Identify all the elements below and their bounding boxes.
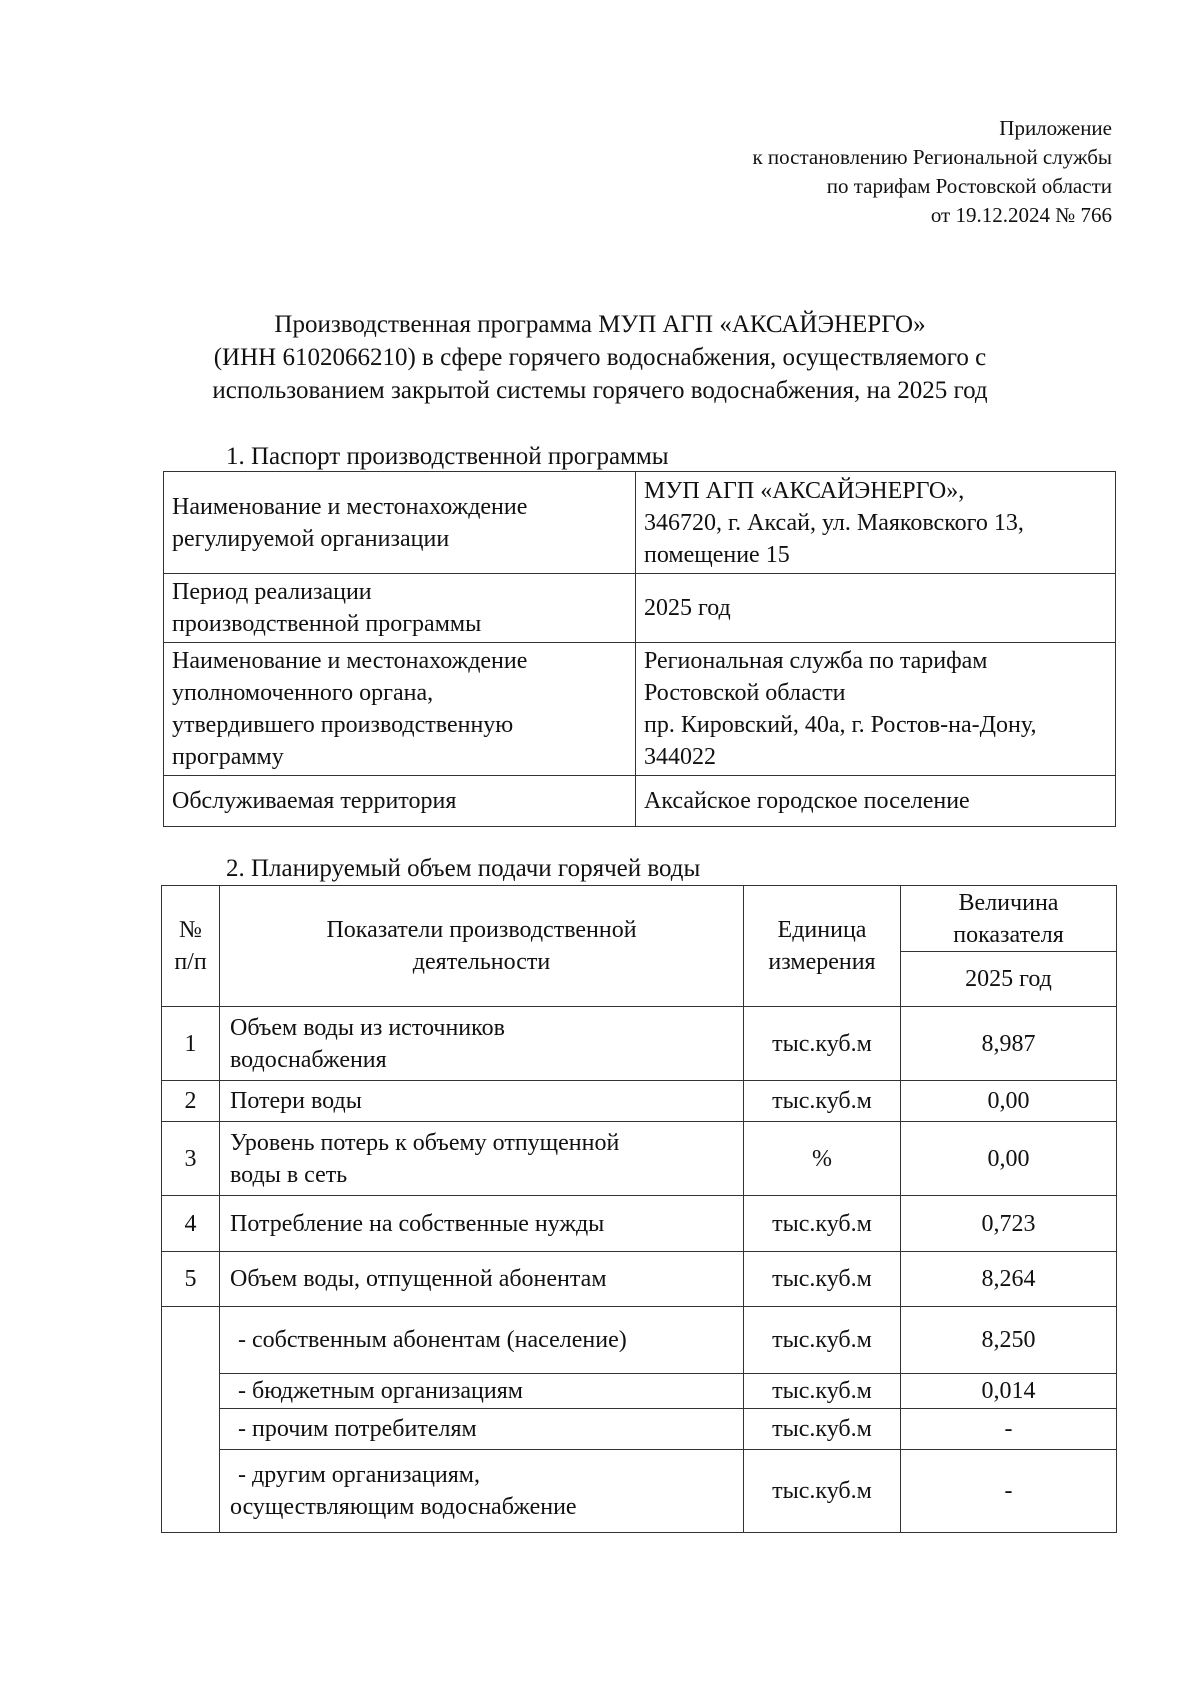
unit-cell: тыс.куб.м — [744, 1409, 901, 1450]
text-line: деятельности — [412, 949, 551, 975]
text-line: уполномоченного органа, — [172, 680, 434, 706]
row-number: 4 — [162, 1196, 220, 1252]
header-year: 2025 год — [901, 952, 1117, 1007]
unit-cell: тыс.куб.м — [744, 1081, 901, 1122]
header-value — [901, 886, 1117, 952]
section-1-heading: 1. Паспорт производственной программы — [226, 443, 669, 470]
text-line: Уровень потерь к объему отпущенной — [230, 1129, 620, 1156]
text-line: - другим организациям, — [238, 1462, 480, 1488]
text-line: Ростовской области — [644, 680, 846, 706]
text-line: помещение 15 — [644, 541, 790, 568]
header-indicator — [220, 886, 744, 1007]
text-line: 2025 год — [644, 595, 731, 621]
text-line: Объем воды, отпущенной абонентам — [230, 1266, 607, 1292]
row-number: 1 — [162, 1007, 220, 1081]
table-row — [164, 776, 1116, 827]
value-cell: 8,250 — [901, 1307, 1117, 1374]
indicator-name — [220, 1252, 744, 1307]
appendix-line: Приложение — [999, 116, 1112, 140]
text-line: МУП АГП «АКСАЙЭНЕРГО», — [644, 477, 965, 504]
text-line: 346720, г. Аксай, ул. Маяковского 13, — [644, 509, 1024, 536]
passport-label — [164, 776, 636, 827]
text-line: программу — [172, 744, 284, 770]
text-line: Объем воды из источников — [230, 1014, 505, 1041]
title-line: использованием закрытой системы горячего водоснабжения, на 2025 год — [212, 377, 988, 404]
text-line: Аксайское городское поселение — [644, 788, 970, 814]
text-line: воды в сеть — [230, 1161, 348, 1188]
row-number: 5 — [162, 1252, 220, 1307]
water-volume-table — [161, 885, 1117, 1533]
text-line: Потребление на собственные нужды — [230, 1210, 605, 1237]
table-row — [162, 1252, 1117, 1307]
table-row — [162, 1122, 1117, 1196]
appendix-date-number: от 19.12.2024 № 766 — [930, 203, 1112, 227]
passport-value — [636, 574, 1116, 643]
value-cell: - — [901, 1450, 1117, 1533]
indicator-name — [220, 1409, 744, 1450]
table-row — [162, 1007, 1117, 1081]
text-line: Единица — [777, 917, 867, 943]
text-line: пр. Кировский, 40а, г. Ростов-на-Дону, — [644, 712, 1037, 738]
indicator-name — [220, 1081, 744, 1122]
text-line: - бюджетным организациям — [238, 1378, 523, 1404]
appendix-line: к постановлению Региональной службы — [752, 145, 1112, 169]
text-line: - собственным абонентам (население) — [238, 1327, 627, 1353]
appendix-line: по тарифам Ростовской области — [826, 174, 1112, 198]
unit-cell: тыс.куб.м — [744, 1374, 901, 1409]
text-line: показателя — [953, 921, 1064, 948]
text-line: осуществляющим водоснабжение — [230, 1494, 577, 1520]
text-line: регулируемой организации — [172, 525, 450, 552]
table-row — [162, 1374, 1117, 1409]
text-line: Период реализации — [172, 579, 372, 605]
indicator-name — [220, 1374, 744, 1409]
unit-cell: тыс.куб.м — [744, 1307, 901, 1374]
appendix-block — [752, 114, 1112, 230]
row-number: 3 — [162, 1122, 220, 1196]
text-line: п/п — [174, 949, 207, 975]
text-line: Величина — [958, 889, 1059, 916]
table-row — [164, 643, 1116, 776]
unit-cell: тыс.куб.м — [744, 1007, 901, 1081]
table-row — [162, 1450, 1117, 1533]
table-row — [164, 472, 1116, 574]
table-row — [162, 1196, 1117, 1252]
table-row — [162, 1409, 1117, 1450]
unit-cell: тыс.куб.м — [744, 1196, 901, 1252]
row-number: 2 — [162, 1081, 220, 1122]
text-line: измерения — [768, 949, 876, 975]
indicator-name — [220, 1196, 744, 1252]
indicator-name — [220, 1307, 744, 1374]
value-cell: 0,00 — [901, 1081, 1117, 1122]
text-line: № — [179, 917, 202, 943]
indicator-name — [220, 1122, 744, 1196]
header-unit — [744, 886, 901, 1007]
text-line: водоснабжения — [230, 1046, 387, 1073]
passport-table — [163, 471, 1116, 827]
table-row — [162, 1307, 1117, 1374]
value-cell: 0,014 — [901, 1374, 1117, 1409]
value-cell: 0,00 — [901, 1122, 1117, 1196]
unit-cell: тыс.куб.м — [744, 1450, 901, 1533]
passport-label — [164, 643, 636, 776]
value-cell: - — [901, 1409, 1117, 1450]
value-cell: 8,264 — [901, 1252, 1117, 1307]
text-line: производственной программы — [172, 611, 482, 637]
value-cell: 8,987 — [901, 1007, 1117, 1081]
passport-value — [636, 643, 1116, 776]
value-cell: 0,723 — [901, 1196, 1117, 1252]
header-number — [162, 886, 220, 1007]
title-line: Производственная программа МУП АГП «АКСАЙЭНЕРГО» — [274, 311, 926, 338]
text-line: - прочим потребителям — [238, 1416, 477, 1442]
document-title — [100, 308, 1100, 407]
text-line: утвердившего производственную — [172, 712, 514, 738]
table-row — [162, 1081, 1117, 1122]
indicator-name — [220, 1007, 744, 1081]
passport-label — [164, 472, 636, 574]
text-line: Потери воды — [230, 1088, 362, 1114]
text-line: Обслуживаемая территория — [172, 788, 457, 814]
section-2-heading: 2. Планируемый объем подачи горячей воды — [226, 855, 701, 882]
text-line: Наименование и местонахождение — [172, 493, 528, 520]
passport-value — [636, 472, 1116, 574]
table-row — [164, 574, 1116, 643]
empty-number-cell — [162, 1307, 220, 1533]
text-line: Наименование и местонахождение — [172, 648, 528, 674]
passport-label — [164, 574, 636, 643]
table-header-row — [162, 886, 1117, 952]
title-line: (ИНН 6102066210) в сфере горячего водоснабжения, осуществляемого с — [213, 344, 987, 371]
text-line: Региональная служба по тарифам — [644, 648, 988, 674]
text-line: Показатели производственной — [326, 917, 637, 943]
passport-value — [636, 776, 1116, 827]
unit-cell: тыс.куб.м — [744, 1252, 901, 1307]
unit-cell: % — [744, 1122, 901, 1196]
indicator-name — [220, 1450, 744, 1533]
text-line: 344022 — [644, 744, 716, 770]
